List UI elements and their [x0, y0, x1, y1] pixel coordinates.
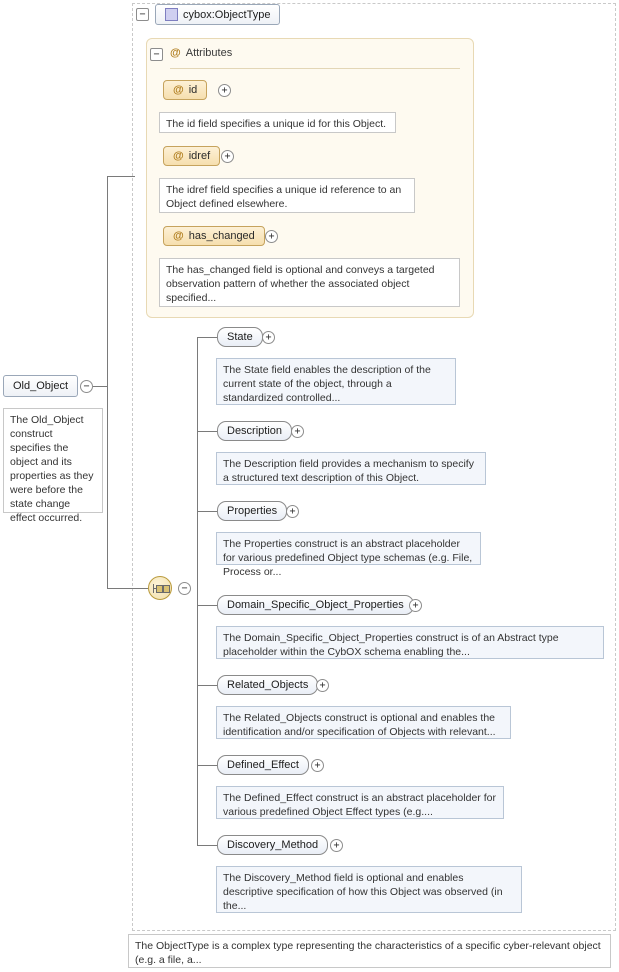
expand-icon[interactable]: +: [265, 230, 278, 243]
expand-icon[interactable]: +: [311, 759, 324, 772]
expand-icon[interactable]: +: [221, 150, 234, 163]
connector: [197, 431, 217, 432]
objecttype-label: cybox:ObjectType: [183, 8, 271, 21]
element-description-doc: The Description field provides a mechanism to specify a structured text description of this Object.: [216, 452, 486, 485]
element-defined-effect-doc: The Defined_Effect construct is an abstract placeholder for various predefined Object Effect types (e.g....: [216, 786, 504, 819]
old-object-toggle[interactable]: −: [80, 380, 93, 393]
expand-icon[interactable]: +: [409, 599, 422, 612]
element-domain-specific-object-properties[interactable]: [217, 595, 414, 615]
connector: [107, 176, 108, 588]
expand-icon[interactable]: +: [262, 331, 275, 344]
element-label: Discovery_Method: [227, 839, 319, 851]
connector: [107, 588, 148, 589]
element-label: Defined_Effect: [227, 759, 299, 771]
attribute-id-doc: The id field specifies a unique id for this Object.: [159, 112, 396, 133]
element-properties[interactable]: [217, 501, 287, 521]
element-label: Properties: [227, 505, 278, 517]
at-icon: @: [173, 150, 184, 162]
element-domain-specific-object-properties-doc: The Domain_Specific_Object_Properties construct is of an Abstract type placeholder within the CybOX schema enabling the...: [216, 626, 604, 659]
expand-icon[interactable]: +: [286, 505, 299, 518]
sequence-icon: [148, 576, 172, 600]
attribute-label: has_changed: [188, 230, 255, 242]
connector: [197, 337, 217, 338]
sequence-toggle[interactable]: −: [178, 582, 191, 595]
element-properties-doc: The Properties construct is an abstract placeholder for various predefined Object type schemas (e.g. File, Process or...: [216, 532, 481, 565]
element-discovery-method[interactable]: [217, 835, 328, 855]
attributes-divider: [170, 68, 460, 69]
objecttype-doc: The ObjectType is a complex type representing the characteristics of a specific cyber-relevant object (e.g. a file, a...: [128, 934, 611, 968]
at-icon: @: [170, 47, 181, 59]
attribute-idref-doc: The idref field specifies a unique id reference to an Object defined elsewhere.: [159, 178, 415, 213]
objecttype-toggle[interactable]: −: [136, 8, 149, 21]
attribute-idref[interactable]: [163, 146, 220, 166]
old-object-node[interactable]: [3, 375, 78, 397]
element-label: Domain_Specific_Object_Properties: [227, 599, 404, 611]
expand-icon[interactable]: +: [291, 425, 304, 438]
expand-icon[interactable]: +: [316, 679, 329, 692]
expand-icon[interactable]: +: [330, 839, 343, 852]
expand-icon[interactable]: +: [218, 84, 231, 97]
element-description[interactable]: [217, 421, 292, 441]
at-icon: @: [173, 84, 184, 96]
element-discovery-method-doc: The Discovery_Method field is optional and enables descriptive specification of how this Object was observed (in the...: [216, 866, 522, 913]
element-state-doc: The State field enables the description of the current state of the object, through a standardized controlled...: [216, 358, 456, 405]
element-label: Description: [227, 425, 283, 437]
old-object-doc: The Old_Object construct specifies the object and its properties as they were before the state change effect occurred.: [3, 408, 103, 513]
attributes-toggle[interactable]: −: [150, 48, 163, 61]
element-label: State: [227, 331, 253, 343]
attribute-has-changed[interactable]: [163, 226, 265, 246]
connector: [197, 685, 217, 686]
connector: [197, 511, 217, 512]
connector: [197, 605, 217, 606]
element-related-objects-doc: The Related_Objects construct is optional and enables the identification and/or specification of Objects with relevant...: [216, 706, 511, 739]
connector: [197, 765, 217, 766]
type-swatch-icon: [165, 8, 178, 21]
attributes-label: Attributes: [185, 47, 233, 59]
element-state[interactable]: [217, 327, 263, 347]
old-object-label: Old_Object: [13, 380, 69, 392]
at-icon: @: [173, 230, 184, 242]
element-related-objects[interactable]: [217, 675, 318, 695]
attribute-has-changed-doc: The has_changed field is optional and conveys a targeted observation pattern of whether the associated object specified...: [159, 258, 460, 307]
element-label: Related_Objects: [227, 679, 309, 691]
element-defined-effect[interactable]: [217, 755, 309, 775]
connector: [93, 386, 107, 387]
children-spine: [197, 337, 198, 846]
connector: [107, 176, 135, 177]
attributes-title: [170, 47, 232, 59]
attribute-label: idref: [188, 150, 211, 162]
attribute-id[interactable]: [163, 80, 207, 100]
attribute-label: id: [188, 84, 198, 96]
connector: [197, 845, 217, 846]
objecttype-node: [155, 4, 280, 25]
